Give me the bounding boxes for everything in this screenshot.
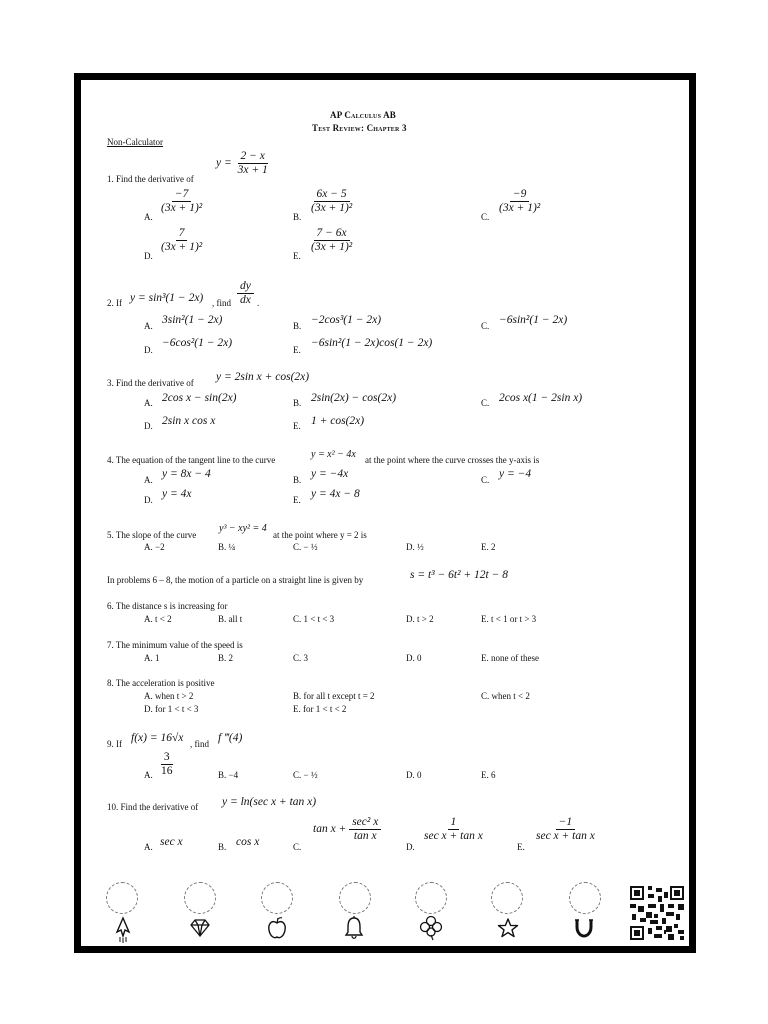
q8-option-a[interactable]: A. when t > 2 [144, 691, 194, 701]
answer-circle[interactable] [491, 882, 523, 914]
q9-option-c[interactable]: C. − ½ [293, 770, 318, 780]
q10-option-d-letter[interactable]: D. [406, 842, 415, 852]
q2-option-d[interactable]: −6cos²(1 − 2x) [162, 337, 233, 349]
title-line1: AP Calculus AB [330, 110, 396, 120]
q5-option-d[interactable]: D. ½ [406, 542, 424, 552]
answer-circle[interactable] [415, 882, 447, 914]
q3-option-b-letter[interactable]: B. [293, 398, 302, 408]
q7-option-a[interactable]: A. 1 [144, 653, 160, 663]
q10-option-e-letter[interactable]: E. [517, 842, 525, 852]
q10-option-c-letter[interactable]: C. [293, 842, 302, 852]
q5-option-e[interactable]: E. 2 [481, 542, 496, 552]
answer-circle[interactable] [569, 882, 601, 914]
q8-option-b[interactable]: B. for all t except t = 2 [293, 691, 375, 701]
q1-option-b-letter[interactable]: B. [293, 212, 302, 222]
answer-circle[interactable] [261, 882, 293, 914]
q1-option-d[interactable]: $\frac{7}{\text{(3x + 1)²}}$ [161, 227, 203, 253]
q4-option-a-letter[interactable]: A. [144, 475, 153, 485]
answer-circle[interactable] [106, 882, 138, 914]
q5-expression: y³ − xy² = 4 [219, 523, 267, 534]
q3-option-b[interactable]: 2sin(2x) − cos(2x) [311, 392, 397, 404]
q10-prompt: 10. Find the derivative of [107, 802, 199, 812]
q4-option-e-letter[interactable]: E. [293, 495, 301, 505]
q1-prompt: 1. Find the derivative of [107, 174, 194, 184]
q3-option-d[interactable]: 2sin x cos x [162, 415, 216, 427]
section-heading: Non-Calculator [107, 137, 163, 147]
title-line2: Test Review: Chapter 3 [312, 123, 407, 133]
q10-option-b-letter[interactable]: B. [218, 842, 227, 852]
q10-option-d[interactable]: $\frac{1}{\text{sec x + tan x}}$ [424, 816, 483, 842]
clover-icon [419, 915, 443, 941]
q6-option-d[interactable]: D. t > 2 [406, 614, 434, 624]
q9-option-e[interactable]: E. 6 [481, 770, 496, 780]
q1-option-b[interactable]: $\frac{6x - 5}{\text{(3x + 1)²}}$ [311, 188, 353, 214]
q5-option-b[interactable]: B. ¼ [218, 542, 236, 552]
answer-circle[interactable] [339, 882, 371, 914]
q10-option-a-letter[interactable]: A. [144, 842, 153, 852]
q4-prompt-a: 4. The equation of the tangent line to the curve [107, 455, 276, 465]
q3-option-c[interactable]: 2cos x(1 − 2sin x) [499, 392, 583, 404]
q2-option-a[interactable]: 3sin²(1 − 2x) [162, 314, 223, 326]
q6-option-c[interactable]: C. 1 < t < 3 [293, 614, 335, 624]
q3-option-a[interactable]: 2cos x − sin(2x) [162, 392, 237, 404]
q5-option-c[interactable]: C. − ½ [293, 542, 318, 552]
q2-prompt-b: , find [212, 298, 231, 308]
q7-option-b[interactable]: B. 2 [218, 653, 234, 663]
q1-option-a-letter[interactable]: A. [144, 212, 153, 222]
q8-prompt: 8. The acceleration is positive [107, 678, 215, 688]
answer-circle[interactable] [184, 882, 216, 914]
q1-option-c-letter[interactable]: C. [481, 212, 490, 222]
apple-icon [267, 915, 287, 941]
q8-option-e[interactable]: E. for 1 < t < 2 [293, 704, 347, 714]
q2-prompt-a: 2. If [107, 298, 122, 308]
q2-prompt-c: . [257, 298, 260, 308]
star-icon [497, 917, 519, 939]
q9-option-a-letter[interactable]: A. [144, 770, 153, 780]
q4-option-c[interactable]: y = −4 [499, 468, 532, 480]
q6-prompt: 6. The distance s is increasing for [107, 601, 228, 611]
q6-option-e[interactable]: E. t < 1 or t > 3 [481, 614, 537, 624]
q9-option-a[interactable]: $\frac{3}{16}$ [161, 751, 173, 777]
q8-option-d[interactable]: D. for 1 < t < 3 [144, 704, 199, 714]
q2-option-b[interactable]: −2cos³(1 − 2x) [311, 314, 382, 326]
q1-expression: y = $\frac{2 - x}{3x + 1}$ [216, 150, 268, 176]
q2-expression: y = sin³(1 − 2x) [130, 292, 204, 304]
q9-expression2: f ‴(4) [218, 732, 243, 744]
q3-prompt: 3. Find the derivative of [107, 378, 194, 388]
q1-option-c[interactable]: $\frac{-9}{\text{(3x + 1)²}}$ [499, 188, 541, 214]
q4-option-c-letter[interactable]: C. [481, 475, 490, 485]
q6-option-b[interactable]: B. all t [218, 614, 243, 624]
q1-option-d-letter[interactable]: D. [144, 251, 153, 261]
diamond-icon [189, 918, 211, 938]
q9-option-d[interactable]: D. 0 [406, 770, 422, 780]
bell-icon [343, 915, 365, 941]
q10-expression: y = ln(sec x + tan x) [222, 796, 317, 808]
q9-expression: f(x) = 16√x [131, 732, 184, 744]
q4-option-e[interactable]: y = 4x − 8 [311, 488, 360, 500]
q10-option-c[interactable]: tan x + $\frac{\text{sec² x}}{\text{tan x}}$ [313, 816, 381, 843]
q7-option-c[interactable]: C. 3 [293, 653, 309, 663]
q3-option-a-letter[interactable]: A. [144, 398, 153, 408]
q10-option-a[interactable]: sec x [160, 836, 183, 848]
q2-option-c[interactable]: −6sin²(1 − 2x) [499, 314, 568, 326]
q10-option-b[interactable]: cos x [236, 836, 260, 848]
q2-option-b-letter[interactable]: B. [293, 321, 302, 331]
q4-option-b[interactable]: y = −4x [311, 468, 349, 480]
q5-prompt-b: at the point where y = 2 is [273, 530, 367, 540]
q2-option-c-letter[interactable]: C. [481, 321, 490, 331]
q9-option-b[interactable]: B. −4 [218, 770, 239, 780]
qr-code-icon [630, 886, 684, 940]
q1-option-e-letter[interactable]: E. [293, 251, 301, 261]
intro-expression: s = t³ − 6t² + 12t − 8 [410, 569, 508, 581]
q3-expression: y = 2sin x + cos(2x) [216, 371, 310, 383]
q4-option-b-letter[interactable]: B. [293, 475, 302, 485]
q3-option-c-letter[interactable]: C. [481, 398, 490, 408]
q4-option-d[interactable]: y = 4x [162, 488, 192, 500]
q9-prompt-b: , find [190, 739, 209, 749]
q8-option-c[interactable]: C. when t < 2 [481, 691, 530, 701]
q10-option-e[interactable]: $\frac{-1}{\text{sec x + tan x}}$ [536, 816, 595, 842]
q2-option-e[interactable]: −6sin²(1 − 2x)cos(1 − 2x) [311, 337, 433, 349]
q4-expression: y = x² − 4x [311, 449, 356, 460]
q1-option-a[interactable]: $\frac{-7}{\text{(3x + 1)²}}$ [161, 188, 203, 214]
q3-option-e-letter[interactable]: E. [293, 421, 301, 431]
q2-option-a-letter[interactable]: A. [144, 321, 153, 331]
horseshoe-icon [573, 917, 595, 939]
q7-option-d[interactable]: D. 0 [406, 653, 422, 663]
q3-option-e[interactable]: 1 + cos(2x) [311, 415, 365, 427]
intro-text: In problems 6 – 8, the motion of a particle on a straight line is given by [107, 575, 364, 585]
rocket-icon [113, 916, 133, 944]
q2-option-d-letter[interactable]: D. [144, 345, 153, 355]
q5-option-a[interactable]: A. −2 [144, 542, 165, 552]
q6-option-a[interactable]: A. t < 2 [144, 614, 172, 624]
q1-option-e[interactable]: $\frac{7 - 6x}{\text{(3x + 1)²}}$ [311, 227, 353, 253]
q7-option-e[interactable]: E. none of these [481, 653, 539, 663]
q4-option-a[interactable]: y = 8x − 4 [162, 468, 211, 480]
q3-option-d-letter[interactable]: D. [144, 421, 153, 431]
q2-derivative: $\frac{dy}{dx}$ [237, 280, 254, 307]
q4-prompt-b: at the point where the curve crosses the y-axis is [365, 455, 540, 465]
q2-option-e-letter[interactable]: E. [293, 345, 301, 355]
q5-prompt-a: 5. The slope of the curve [107, 530, 197, 540]
q9-prompt-a: 9. If [107, 739, 122, 749]
q4-option-d-letter[interactable]: D. [144, 495, 153, 505]
q7-prompt: 7. The minimum value of the speed is [107, 640, 243, 650]
